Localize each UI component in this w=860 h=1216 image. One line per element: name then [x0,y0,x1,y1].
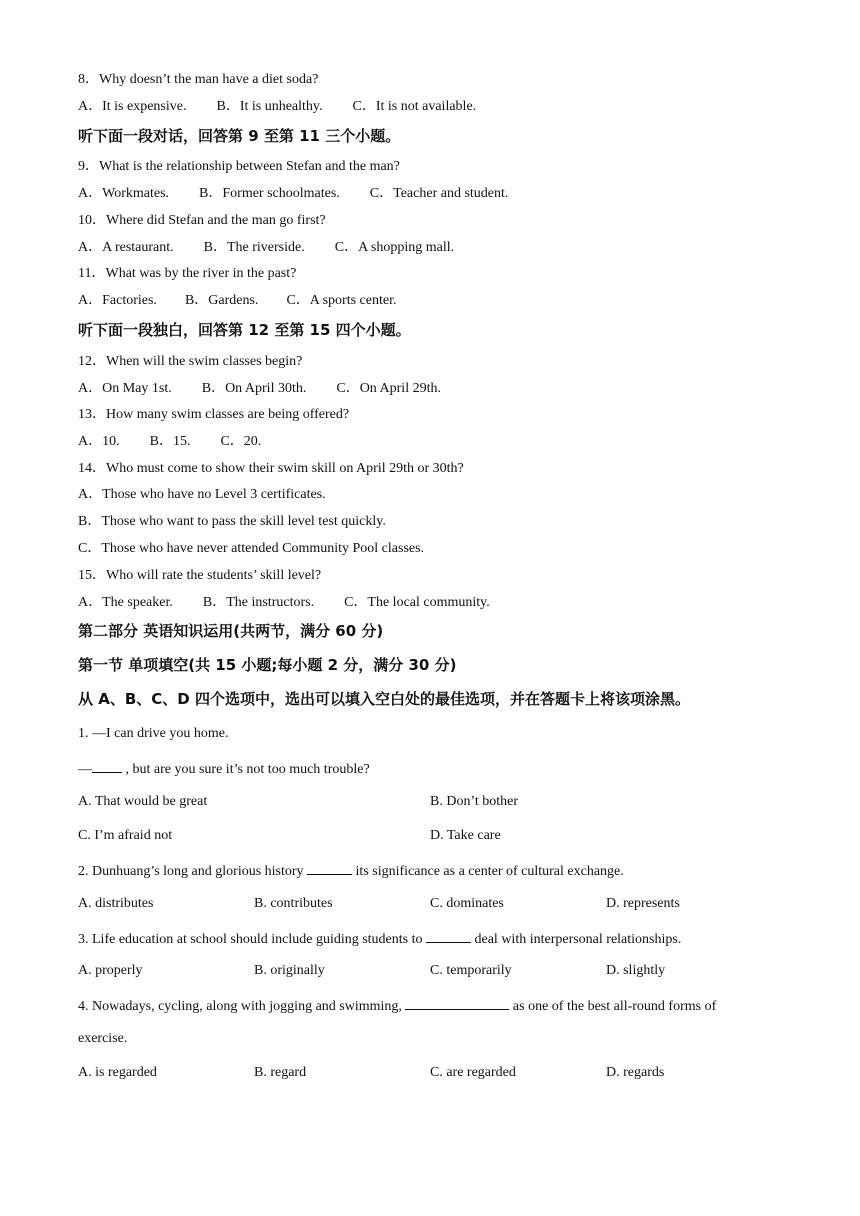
question-13-stem: 13．How many swim classes are being offered? [78,407,350,422]
q10-option-b: B．The riverside. [203,240,305,255]
section-1-instruction: 从 A、B、C、D 四个选项中，选出可以填入空白处的最佳选项，并在答题卡上将该项涂黑。 [78,690,690,708]
mc-question-2 [78,861,624,881]
q9-option-c: C．Teacher and student. [369,186,509,201]
answer-blank [405,996,509,1010]
question-11-stem: 11．What was by the river in the past? [78,266,297,281]
part-2-title: 第二部分 英语知识运用(共两节，满分 60 分) [78,622,384,640]
mc-question-1-line2 [78,759,370,779]
q10-option-c: C．A shopping mall. [334,240,455,255]
mc-question-3 [78,929,681,949]
q14-option-c: C．Those who have never attended Community Pool classes. [78,541,425,556]
q9-option-b: B．Former schoolmates. [199,186,340,201]
q1-option-d: D. Take care [430,828,501,843]
section-1-title: 第一节 单项填空(共 15 小题;每小题 2 分，满分 30 分) [78,656,457,674]
q4-option-c: C. are regarded [430,1065,516,1080]
mc-question-4-post: as one of the best all-round forms of [509,999,717,1014]
q9-option-a: A．Workmates. [78,186,170,201]
q13-option-c: C．20. [220,434,262,449]
q13-option-b: B．15. [149,434,191,449]
question-9-stem: 9．What is the relationship between Stefan and the man? [78,159,400,174]
q2-option-c: C. dominates [430,896,504,911]
question-10-stem: 10．Where did Stefan and the man go first? [78,213,326,228]
q2-option-d: D. represents [606,896,680,911]
q4-option-b: B. regard [254,1065,307,1080]
q8-option-a: A．It is expensive. [78,99,187,114]
q13-option-a: A．10. [78,434,120,449]
question-12-stem: 12．When will the swim classes begin? [78,354,303,369]
q8-option-b: B．It is unhealthy. [216,99,323,114]
q12-option-c: C．On April 29th. [336,381,441,396]
mc-question-2-pre: 2. Dunhuang’s long and glorious history [78,864,308,879]
q4-option-a: A. is regarded [78,1065,157,1080]
q1-option-b: B. Don’t bother [430,794,519,809]
q10-option-a: A．A restaurant. [78,240,174,255]
answer-blank [92,759,122,773]
mc-question-1-line1: 1. —I can drive you home. [78,726,229,741]
question-9-options [78,185,508,203]
q2-option-a: A. distributes [78,896,154,911]
section-heading-9-11: 听下面一段对话，回答第 9 至第 11 三个小题。 [78,127,401,145]
question-13-options [78,433,261,451]
section-heading-12-15: 听下面一段独白，回答第 12 至第 15 四个小题。 [78,321,411,339]
answer-blank [307,861,352,875]
mc-question-1-text: , but are you sure it’s not too much trouble? [122,762,370,777]
mc-question-4 [78,996,716,1016]
q11-option-c: C．A sports center. [286,293,397,308]
q15-option-a: A．The speaker. [78,595,173,610]
q15-option-c: C．The local community. [344,595,490,610]
q11-option-a: A．Factories. [78,293,157,308]
mc-question-4-continuation: exercise. [78,1031,128,1046]
q1-option-a: A. That would be great [78,794,208,809]
question-15-stem: 15．Who will rate the students’ skill level? [78,568,322,583]
dash: — [78,762,92,777]
question-8-stem: 8．Why doesn’t the man have a diet soda? [78,72,319,87]
question-11-options [78,292,396,310]
q2-option-b: B. contributes [254,896,333,911]
question-8-options [78,98,476,116]
q12-option-b: B．On April 30th. [201,381,307,396]
q14-option-a: A．Those who have no Level 3 certificates. [78,487,326,502]
q1-option-c: C. I’m afraid not [78,828,173,843]
q8-option-c: C．It is not available. [352,99,477,114]
answer-blank [426,929,471,943]
question-12-options [78,380,441,398]
mc-question-3-post: deal with interpersonal relationships. [471,932,682,947]
mc-question-4-pre: 4. Nowadays, cycling, along with jogging and swimming, [78,999,406,1014]
q3-option-a: A. properly [78,963,143,978]
q3-option-d: D. slightly [606,963,666,978]
q3-option-c: C. temporarily [430,963,512,978]
mc-question-3-pre: 3. Life education at school should include guiding students to [78,932,426,947]
question-14-stem: 14．Who must come to show their swim skill on April 29th or 30th? [78,461,464,476]
q11-option-b: B．Gardens. [184,293,259,308]
q4-option-d: D. regards [606,1065,665,1080]
q15-option-b: B．The instructors. [202,595,315,610]
question-15-options [78,594,490,612]
q3-option-b: B. originally [254,963,325,978]
mc-question-2-post: its significance as a center of cultural exchange. [352,864,624,879]
q14-option-b: B．Those who want to pass the skill level test quickly. [78,514,386,529]
q12-option-a: A．On May 1st. [78,381,172,396]
question-10-options [78,239,454,257]
